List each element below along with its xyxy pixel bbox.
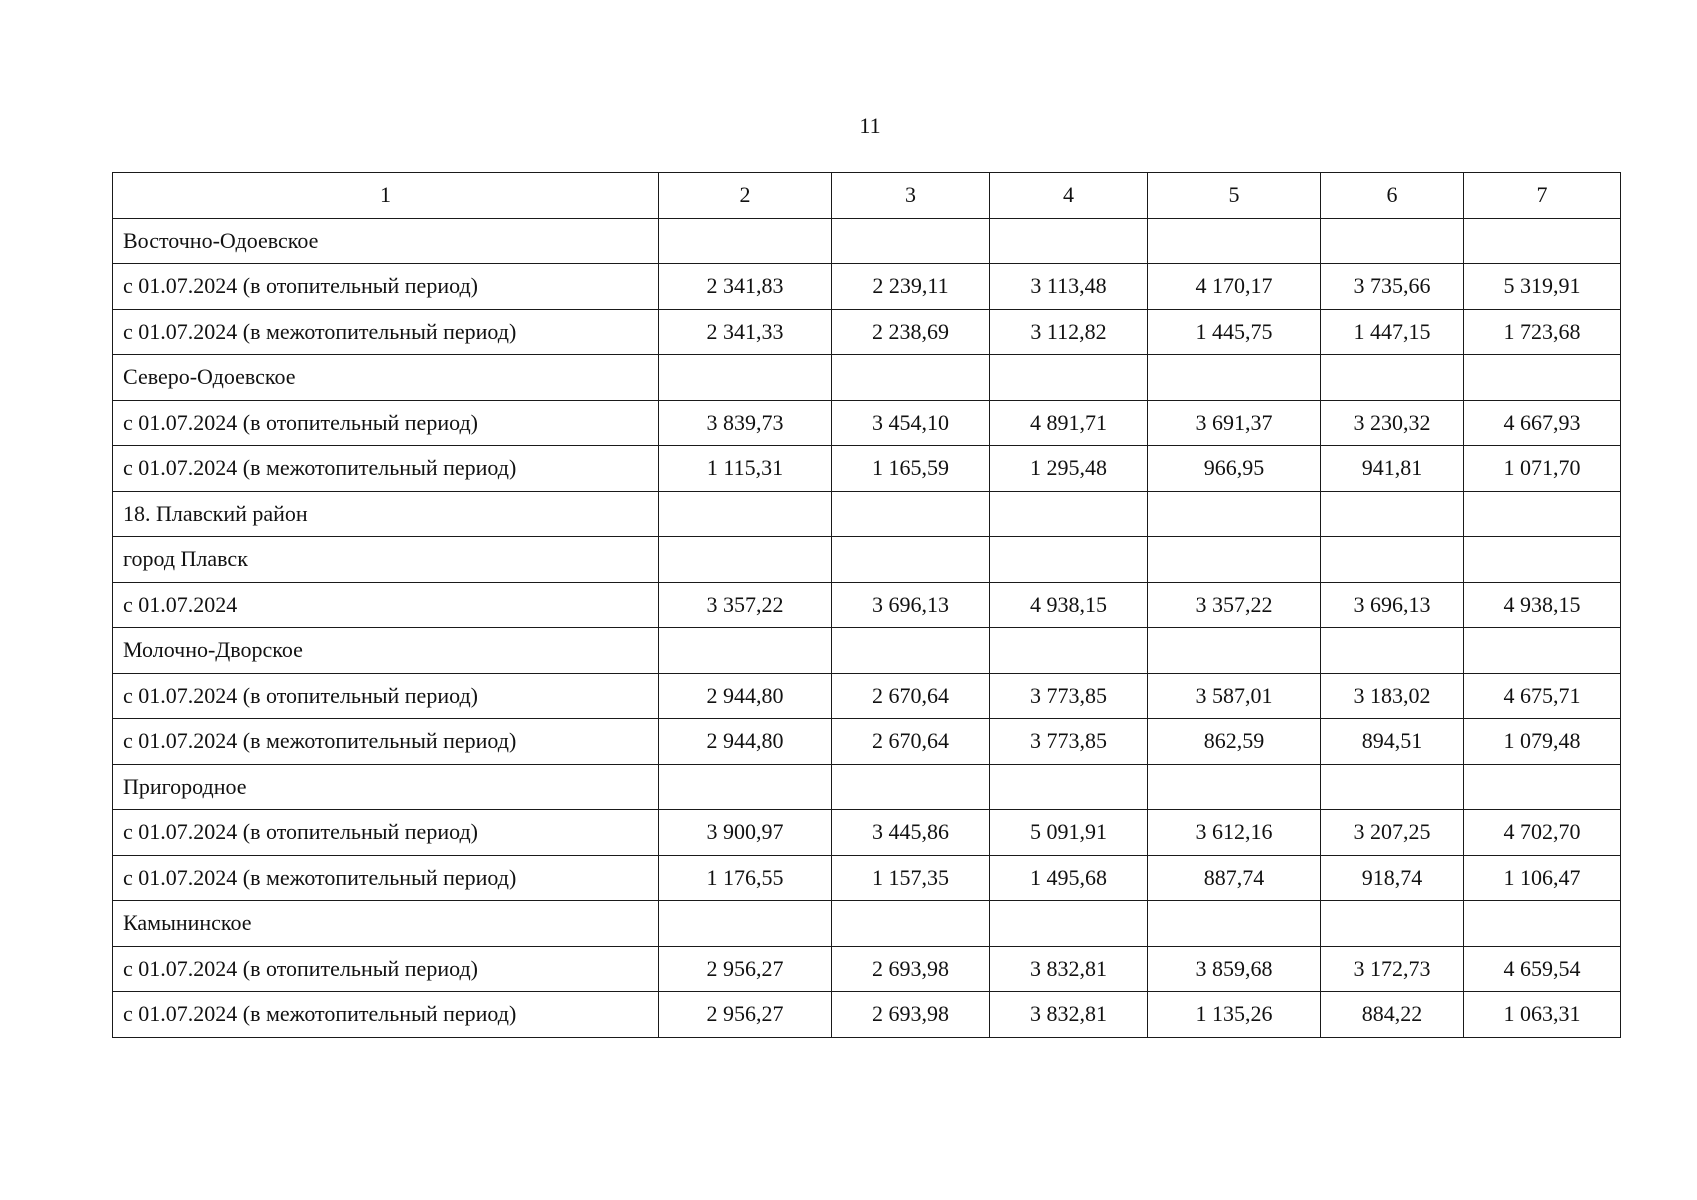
value-cell: 1 723,68 — [1464, 309, 1621, 355]
empty-cell — [1464, 901, 1621, 947]
row-label: город Плавск — [113, 537, 659, 583]
value-cell: 2 341,33 — [659, 309, 832, 355]
value-cell: 1 115,31 — [659, 446, 832, 492]
value-cell: 3 454,10 — [832, 400, 990, 446]
section-row — [113, 901, 1621, 947]
value-cell: 918,74 — [1321, 855, 1464, 901]
value-cell: 5 319,91 — [1464, 264, 1621, 310]
value-cell: 1 157,35 — [832, 855, 990, 901]
row-label: с 01.07.2024 (в межотопительный период) — [113, 855, 659, 901]
table-row — [113, 446, 1621, 492]
empty-cell — [659, 491, 832, 537]
empty-cell — [990, 764, 1148, 810]
value-cell: 887,74 — [1148, 855, 1321, 901]
row-label: Восточно-Одоевское — [113, 218, 659, 264]
table-body — [113, 173, 1621, 1038]
table-row — [113, 400, 1621, 446]
row-label: с 01.07.2024 — [113, 582, 659, 628]
value-cell: 3 773,85 — [990, 719, 1148, 765]
section-row — [113, 355, 1621, 401]
value-cell: 2 956,27 — [659, 946, 832, 992]
empty-cell — [990, 628, 1148, 674]
value-cell: 3 696,13 — [1321, 582, 1464, 628]
value-cell: 1 106,47 — [1464, 855, 1621, 901]
value-cell: 2 944,80 — [659, 719, 832, 765]
section-row — [113, 491, 1621, 537]
value-cell: 2 238,69 — [832, 309, 990, 355]
empty-cell — [1464, 628, 1621, 674]
column-header-3: 3 — [832, 173, 990, 219]
table-row — [113, 855, 1621, 901]
row-label: с 01.07.2024 (в межотопительный период) — [113, 446, 659, 492]
empty-cell — [1148, 355, 1321, 401]
table-row — [113, 673, 1621, 719]
row-label: Молочно-Дворское — [113, 628, 659, 674]
value-cell: 3 859,68 — [1148, 946, 1321, 992]
value-cell: 3 773,85 — [990, 673, 1148, 719]
value-cell: 4 675,71 — [1464, 673, 1621, 719]
value-cell: 5 091,91 — [990, 810, 1148, 856]
value-cell: 4 938,15 — [990, 582, 1148, 628]
empty-cell — [990, 218, 1148, 264]
empty-cell — [1464, 537, 1621, 583]
empty-cell — [659, 355, 832, 401]
value-cell: 3 357,22 — [659, 582, 832, 628]
row-label: Северо-Одоевское — [113, 355, 659, 401]
empty-cell — [659, 218, 832, 264]
empty-cell — [832, 537, 990, 583]
empty-cell — [1148, 764, 1321, 810]
value-cell: 3 357,22 — [1148, 582, 1321, 628]
value-cell: 3 691,37 — [1148, 400, 1321, 446]
value-cell: 3 839,73 — [659, 400, 832, 446]
empty-cell — [1148, 537, 1321, 583]
value-cell: 3 445,86 — [832, 810, 990, 856]
value-cell: 966,95 — [1148, 446, 1321, 492]
empty-cell — [1321, 537, 1464, 583]
empty-cell — [1464, 355, 1621, 401]
empty-cell — [1321, 491, 1464, 537]
empty-cell — [1464, 491, 1621, 537]
value-cell: 3 900,97 — [659, 810, 832, 856]
empty-cell — [1148, 491, 1321, 537]
section-row — [113, 628, 1621, 674]
value-cell: 894,51 — [1321, 719, 1464, 765]
value-cell: 4 702,70 — [1464, 810, 1621, 856]
row-label: с 01.07.2024 (в отопительный период) — [113, 264, 659, 310]
value-cell: 1 176,55 — [659, 855, 832, 901]
row-label: с 01.07.2024 (в отопительный период) — [113, 946, 659, 992]
value-cell: 884,22 — [1321, 992, 1464, 1038]
empty-cell — [659, 628, 832, 674]
value-cell: 2 239,11 — [832, 264, 990, 310]
section-row — [113, 764, 1621, 810]
value-cell: 2 956,27 — [659, 992, 832, 1038]
value-cell: 2 670,64 — [832, 673, 990, 719]
value-cell: 4 891,71 — [990, 400, 1148, 446]
empty-cell — [1148, 218, 1321, 264]
empty-cell — [1464, 764, 1621, 810]
empty-cell — [832, 901, 990, 947]
value-cell: 941,81 — [1321, 446, 1464, 492]
table-row — [113, 946, 1621, 992]
value-cell: 1 447,15 — [1321, 309, 1464, 355]
empty-cell — [659, 537, 832, 583]
column-header-2: 2 — [659, 173, 832, 219]
value-cell: 2 944,80 — [659, 673, 832, 719]
table-row — [113, 309, 1621, 355]
column-header-6: 6 — [1321, 173, 1464, 219]
empty-cell — [659, 901, 832, 947]
value-cell: 3 112,82 — [990, 309, 1148, 355]
value-cell: 1 495,68 — [990, 855, 1148, 901]
section-row — [113, 537, 1621, 583]
value-cell: 1 135,26 — [1148, 992, 1321, 1038]
empty-cell — [1321, 901, 1464, 947]
table-header-row — [113, 173, 1621, 219]
page-number: 11 — [859, 113, 881, 138]
value-cell: 1 071,70 — [1464, 446, 1621, 492]
row-label: 18. Плавский район — [113, 491, 659, 537]
value-cell: 3 735,66 — [1321, 264, 1464, 310]
value-cell: 3 172,73 — [1321, 946, 1464, 992]
value-cell: 3 183,02 — [1321, 673, 1464, 719]
value-cell: 1 079,48 — [1464, 719, 1621, 765]
table-row — [113, 582, 1621, 628]
row-label: с 01.07.2024 (в межотопительный период) — [113, 992, 659, 1038]
table-row — [113, 264, 1621, 310]
empty-cell — [990, 901, 1148, 947]
value-cell: 2 693,98 — [832, 992, 990, 1038]
value-cell: 1 295,48 — [990, 446, 1148, 492]
empty-cell — [1321, 355, 1464, 401]
empty-cell — [990, 491, 1148, 537]
value-cell: 3 113,48 — [990, 264, 1148, 310]
empty-cell — [1464, 218, 1621, 264]
empty-cell — [659, 764, 832, 810]
row-label: с 01.07.2024 (в отопительный период) — [113, 810, 659, 856]
empty-cell — [1148, 628, 1321, 674]
value-cell: 2 341,83 — [659, 264, 832, 310]
value-cell: 3 230,32 — [1321, 400, 1464, 446]
value-cell: 3 832,81 — [990, 946, 1148, 992]
column-header-4: 4 — [990, 173, 1148, 219]
empty-cell — [832, 491, 990, 537]
value-cell: 862,59 — [1148, 719, 1321, 765]
tariff-table — [112, 172, 1621, 1038]
row-label: с 01.07.2024 (в межотопительный период) — [113, 309, 659, 355]
table-row — [113, 810, 1621, 856]
value-cell: 4 170,17 — [1148, 264, 1321, 310]
value-cell: 3 612,16 — [1148, 810, 1321, 856]
section-row — [113, 218, 1621, 264]
value-cell: 3 696,13 — [832, 582, 990, 628]
empty-cell — [990, 355, 1148, 401]
row-label: с 01.07.2024 (в межотопительный период) — [113, 719, 659, 765]
column-header-1: 1 — [113, 173, 659, 219]
column-header-7: 7 — [1464, 173, 1621, 219]
value-cell: 3 587,01 — [1148, 673, 1321, 719]
row-label: с 01.07.2024 (в отопительный период) — [113, 673, 659, 719]
value-cell: 2 670,64 — [832, 719, 990, 765]
empty-cell — [1148, 901, 1321, 947]
column-header-5: 5 — [1148, 173, 1321, 219]
value-cell: 4 667,93 — [1464, 400, 1621, 446]
empty-cell — [1321, 628, 1464, 674]
row-label: с 01.07.2024 (в отопительный период) — [113, 400, 659, 446]
empty-cell — [1321, 764, 1464, 810]
empty-cell — [832, 764, 990, 810]
table-row — [113, 719, 1621, 765]
value-cell: 4 938,15 — [1464, 582, 1621, 628]
value-cell: 4 659,54 — [1464, 946, 1621, 992]
table-row — [113, 992, 1621, 1038]
value-cell: 1 063,31 — [1464, 992, 1621, 1038]
empty-cell — [1321, 218, 1464, 264]
empty-cell — [990, 537, 1148, 583]
value-cell: 2 693,98 — [832, 946, 990, 992]
value-cell: 1 165,59 — [832, 446, 990, 492]
value-cell: 1 445,75 — [1148, 309, 1321, 355]
empty-cell — [832, 218, 990, 264]
row-label: Камынинское — [113, 901, 659, 947]
empty-cell — [832, 355, 990, 401]
value-cell: 3 207,25 — [1321, 810, 1464, 856]
empty-cell — [832, 628, 990, 674]
row-label: Пригородное — [113, 764, 659, 810]
value-cell: 3 832,81 — [990, 992, 1148, 1038]
